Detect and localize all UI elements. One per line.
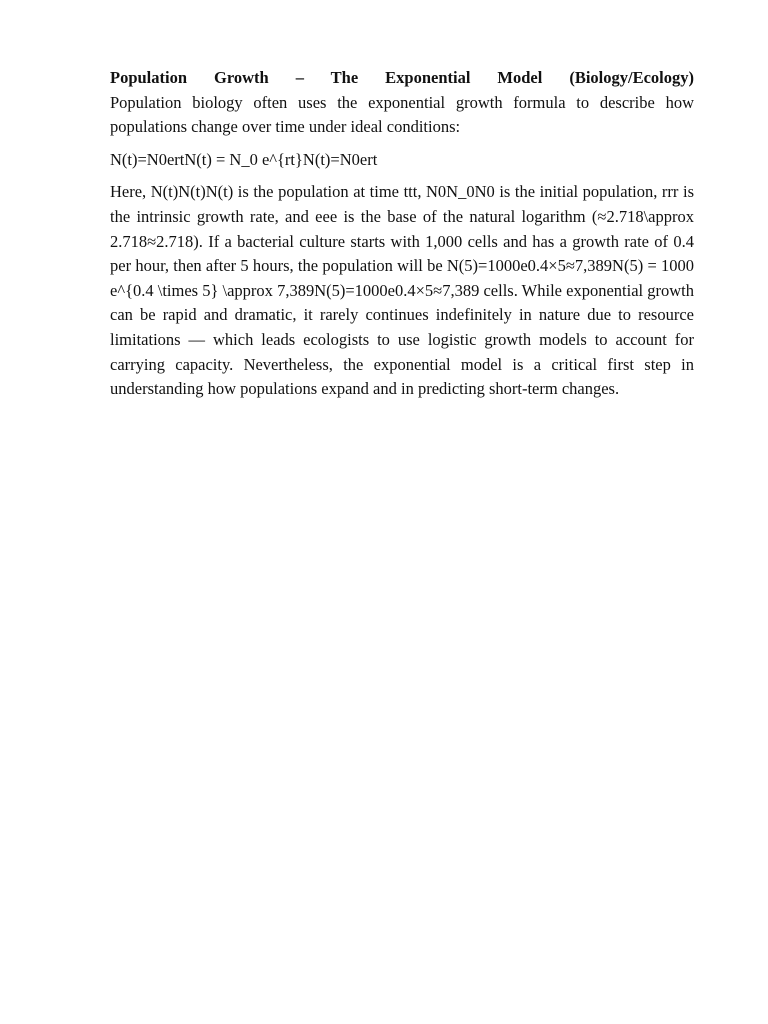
document-title: Population Growth – The Exponential Model (Biology/Ecology) bbox=[110, 68, 694, 87]
growth-formula: N(t)=N0ertN(t) = N_0 e^{rt}N(t)=N0ert bbox=[110, 149, 378, 169]
body-paragraph: Here, N(t)N(t)N(t) is the population at time ttt, N0N_0N0 is the initial population, rrr is the intrinsic growth rate, and eee is the base of the natural logarithm (≈2.718\approx 2.718≈2.718). If a bacterial culture starts with 1,000 cells and has a growth rate of 0.4 per hour, then after 5 hours, the population will be N(5)=1000e0.4×5≈7,389N(5) = 1000 e^{0.4 \times 5} \approx 7,389N(5)=1000e0.4×5≈7,389 cells. While exponential growth can be rapid and dramatic, it rarely continues indefinitely in nature due to resource limitations — which leads ecologists to use logistic growth models to account for carrying capacity. Nevertheless, the exponential model is a critical first step in understanding how populations expand and in predicting short-term changes. bbox=[110, 182, 694, 399]
document-page bbox=[110, 66, 694, 402]
intro-paragraph bbox=[110, 66, 694, 140]
intro-text: Population biology often uses the exponential growth formula to describe how populations change over time under ideal conditions: bbox=[110, 92, 694, 137]
